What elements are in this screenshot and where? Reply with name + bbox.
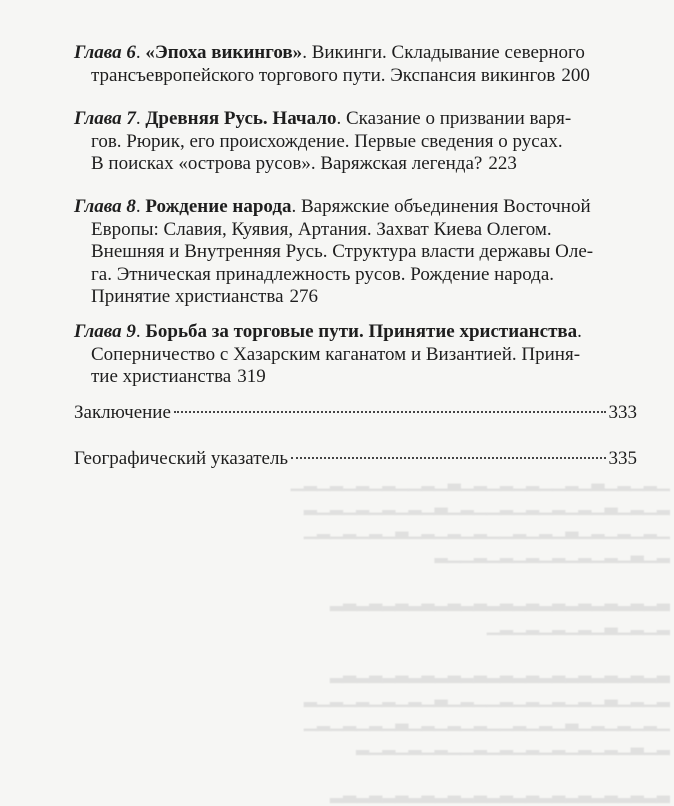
chapter-label: Глава 8 — [74, 196, 136, 217]
chapter-title: Борьба за торговые пути. Принятие христианства — [145, 321, 578, 342]
entry-last-line — [74, 366, 637, 389]
chapter-first-line-rest: . Сказание о призвании варя- — [336, 108, 572, 129]
entry-first-line — [74, 108, 637, 131]
page-number: 333 — [608, 402, 637, 423]
chapter-label-dot: . — [135, 196, 146, 217]
chapter-label-dot: . — [135, 42, 146, 63]
entry-body-line: Европы: Славия, Куявия, Артания. Захват Киева Олегом. — [91, 218, 552, 240]
chapter-first-line-rest: . Викинги. Складывание северного — [302, 42, 585, 63]
toc-entry-chapter-7[interactable] — [74, 108, 637, 176]
toc-entry-geographic-index[interactable] — [74, 448, 637, 470]
chapter-label: Глава 7 — [74, 108, 136, 129]
chapter-title: «Эпоха викингов» — [145, 42, 303, 63]
chapter-label-dot: . — [135, 108, 146, 129]
chapter-last-line-text: трансъевропейского торгового пути. Экспансия викингов — [91, 64, 556, 86]
bleed-through-texture: ▁▂▁▂▁▃▁▂▁▁▂▁▂▁▂▁▃▁▂▁▁▂▁▂▁▂▁▂▁ ▂▁▂▁▃▁▂▁▂▁▂▁▂▁▁▂▁▃▁▂▁▂▁▂▁▂▁▂ ▁▂▁▂▁▂▁▃▁▂▁▂▁▁▂▁▂▁▂▁▃▁▂▁▂▁▂▁ ▂▁▃▁▂▁▂▁▂▁▂▁▂▁▂▁▁▂ ▃▂▃▂▃▂▃▂▃▂▃▂▃▂▃▂▃▂▃▂▃▂▃▂▃▂ ▂▁▂▁▃▁▂▁▂▁▂▁▂▁ ▃▂▃▂▃▂▃▂▃▂▃▂▃▂▃▂▃▂▃▂▃▂▃▂▃▂ ▂▁▂▁▃▁▂▁▂▁▂▁▂▁▁▂▁▃▁▂▁▂▁▂▁▂▁▂ ▁▂▁▂▁▂▁▃▁▂▁▂▁▁▂▁▂▁▂▁▃▁▂▁▂▁▂▁ ▂▁▃▁▂▁▂▁▂▁▂▁▂▁▂▁▁▂▁▂▁▂▁▂ ▃▂▃▂▃▂▃▂▃▂▃▂▃▂▃▂▃▂▃▂▃▂▃▂▃▂ — [290, 472, 670, 803]
page-number: 319 — [237, 366, 266, 387]
dot-leader — [291, 457, 605, 459]
entry-first-line — [74, 196, 637, 219]
page-number: 335 — [608, 448, 637, 469]
toc-entry-chapter-8[interactable] — [74, 196, 637, 309]
entry-last-line — [74, 286, 637, 309]
geographic-index-label: Географический указатель — [74, 448, 289, 469]
page-number: 223 — [488, 153, 517, 174]
entry-first-line — [74, 42, 637, 65]
chapter-label-dot: . — [135, 321, 146, 342]
entry-body-line: Внешняя и Внутренняя Русь. Структура власти державы Оле- — [91, 241, 594, 262]
chapter-title: Рождение народа — [145, 196, 292, 217]
entry-body-line: Соперничество с Хазарским каганатом и Византией. Приня- — [91, 343, 581, 365]
entry-body-line: га. Этническая принадлежность русов. Рождение народа. — [91, 263, 555, 285]
chapter-first-line-rest: . — [577, 321, 582, 342]
chapter-label: Глава 9 — [74, 321, 136, 342]
page-number: 276 — [289, 286, 319, 307]
conclusion-label: Заключение — [74, 402, 171, 423]
entry-last-line — [74, 65, 637, 88]
dot-leader — [174, 411, 606, 413]
chapter-last-line-text: Принятие христианства — [91, 286, 284, 307]
page-number: 200 — [561, 64, 590, 86]
chapter-title: Древняя Русь. Начало — [145, 108, 337, 129]
chapter-label: Глава 6 — [74, 42, 136, 63]
toc-entry-conclusion[interactable] — [74, 402, 637, 424]
chapter-last-line-text: В поисках «острова русов». Варяжская легенда? — [91, 153, 483, 174]
chapter-last-line-text: тие христианства — [91, 366, 232, 387]
entry-last-line — [74, 153, 637, 176]
toc-entry-chapter-6[interactable] — [74, 42, 637, 87]
entry-body-line: гов. Рюрик, его происхождение. Первые сведения о русах. — [91, 130, 563, 152]
entry-first-line — [74, 321, 637, 344]
toc-entry-chapter-9[interactable] — [74, 321, 637, 389]
chapter-first-line-rest: . Варяжские объединения Восточной — [291, 196, 591, 217]
